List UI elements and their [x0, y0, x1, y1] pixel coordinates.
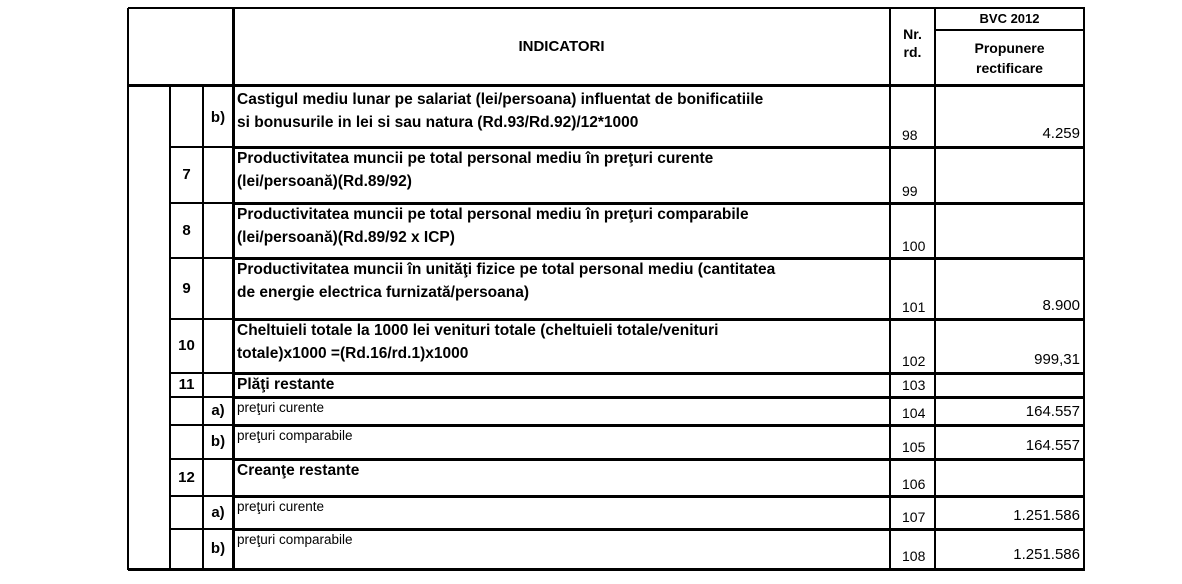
propunere-header: Propunere	[974, 40, 1045, 56]
nr-rd-header-2: rd.	[903, 44, 922, 60]
indicator-text-2: de energie electrica furnizată/persoana)	[237, 284, 530, 301]
indicator-text: preţuri comparabile	[237, 428, 353, 443]
indicator-text: Plăţi restante	[237, 376, 335, 393]
row-value: 164.557	[1025, 437, 1080, 454]
row-code: 101	[902, 299, 926, 315]
indicator-text-2: (lei/persoană)(Rd.89/92 x ICP)	[237, 229, 455, 246]
row-code: 103	[902, 377, 926, 393]
indicator-text-2: (lei/persoană)(Rd.89/92)	[237, 173, 412, 190]
indicator-text: Productivitatea muncii pe total personal mediu în preţuri curente	[237, 150, 714, 167]
grid-line	[233, 202, 1085, 205]
indicator-text: Cheltuieli totale la 1000 lei venituri totale (cheltuieli totale/venituri	[237, 322, 719, 339]
row-code: 100	[902, 238, 926, 254]
grid-line	[170, 257, 233, 259]
indicator-text: preţuri curente	[237, 499, 325, 514]
grid-line	[128, 84, 1085, 87]
row-sub-label: b)	[210, 108, 226, 126]
grid-line	[128, 568, 1085, 571]
grid-line	[935, 29, 1084, 31]
grid-line	[1083, 8, 1085, 570]
indicator-text: preţuri comparabile	[237, 532, 353, 547]
indicator-text: Productivitatea muncii pe total personal mediu în preţuri comparabile	[237, 206, 749, 223]
row-value: 8.900	[1042, 297, 1080, 314]
row-number: 11	[178, 376, 195, 393]
indicator-text: preţuri curente	[237, 400, 325, 415]
grid-line	[233, 495, 1085, 498]
grid-line	[232, 8, 235, 85]
indicator-text: Creanţe restante	[237, 462, 360, 479]
row-code: 107	[902, 509, 926, 525]
grid-line	[233, 528, 1085, 531]
grid-line	[128, 7, 1085, 9]
grid-line	[170, 202, 233, 204]
row-number: 9	[182, 279, 191, 297]
grid-line	[127, 8, 129, 570]
grid-line	[233, 458, 1085, 461]
grid-line	[934, 8, 936, 570]
row-code: 102	[902, 353, 926, 369]
grid-line	[233, 396, 1085, 399]
grid-line	[170, 146, 233, 148]
grid-line	[170, 495, 233, 497]
grid-line	[170, 458, 233, 460]
grid-line	[169, 85, 171, 570]
grid-line	[170, 528, 233, 530]
nr-rd-header: Nr.	[903, 26, 922, 42]
row-sub-label: a)	[211, 503, 225, 521]
bvc-header: BVC 2012	[979, 11, 1040, 26]
grid-line	[170, 372, 233, 374]
grid-line	[170, 424, 233, 426]
grid-line	[233, 424, 1085, 427]
indicator-text: Castigul mediu lunar pe salariat (lei/persoana) influentat de bonificatiile	[237, 91, 764, 108]
grid-line	[202, 85, 204, 570]
grid-line	[889, 8, 891, 570]
row-code: 108	[902, 548, 926, 564]
grid-line	[233, 257, 1085, 260]
row-value: 1.251.586	[1013, 546, 1080, 563]
indicator-text: Productivitatea muncii în unităţi fizice pe total personal mediu (cantitatea	[237, 261, 776, 278]
row-value: 1.251.586	[1013, 507, 1080, 524]
grid-line	[170, 318, 233, 320]
row-value: 164.557	[1025, 403, 1080, 420]
row-sub-label: a)	[211, 402, 225, 419]
indicator-text-2: si bonusurile in lei si sau natura (Rd.93/Rd.92)/12*1000	[237, 114, 639, 131]
row-number: 8	[182, 221, 191, 239]
grid-line	[170, 396, 233, 398]
row-sub-label: b)	[210, 539, 226, 557]
row-sub-label: b)	[210, 433, 226, 450]
indicator-text-2: totale)x1000 =(Rd.16/rd.1)x1000	[237, 345, 469, 362]
row-code: 99	[902, 183, 918, 199]
row-code: 105	[902, 439, 926, 455]
indicatori-header: INDICATORI	[518, 38, 605, 55]
row-value: 999,31	[1034, 351, 1080, 368]
row-number: 12	[178, 468, 195, 486]
grid-line	[233, 318, 1085, 321]
row-number: 10	[178, 337, 195, 354]
row-code: 104	[902, 405, 926, 421]
rectificare-header: rectificare	[976, 60, 1043, 76]
row-value: 4.259	[1042, 125, 1080, 142]
grid-line	[233, 372, 1085, 375]
row-code: 106	[902, 476, 926, 492]
row-code: 98	[902, 127, 918, 143]
grid-line	[233, 146, 1085, 149]
row-number: 7	[182, 166, 191, 183]
